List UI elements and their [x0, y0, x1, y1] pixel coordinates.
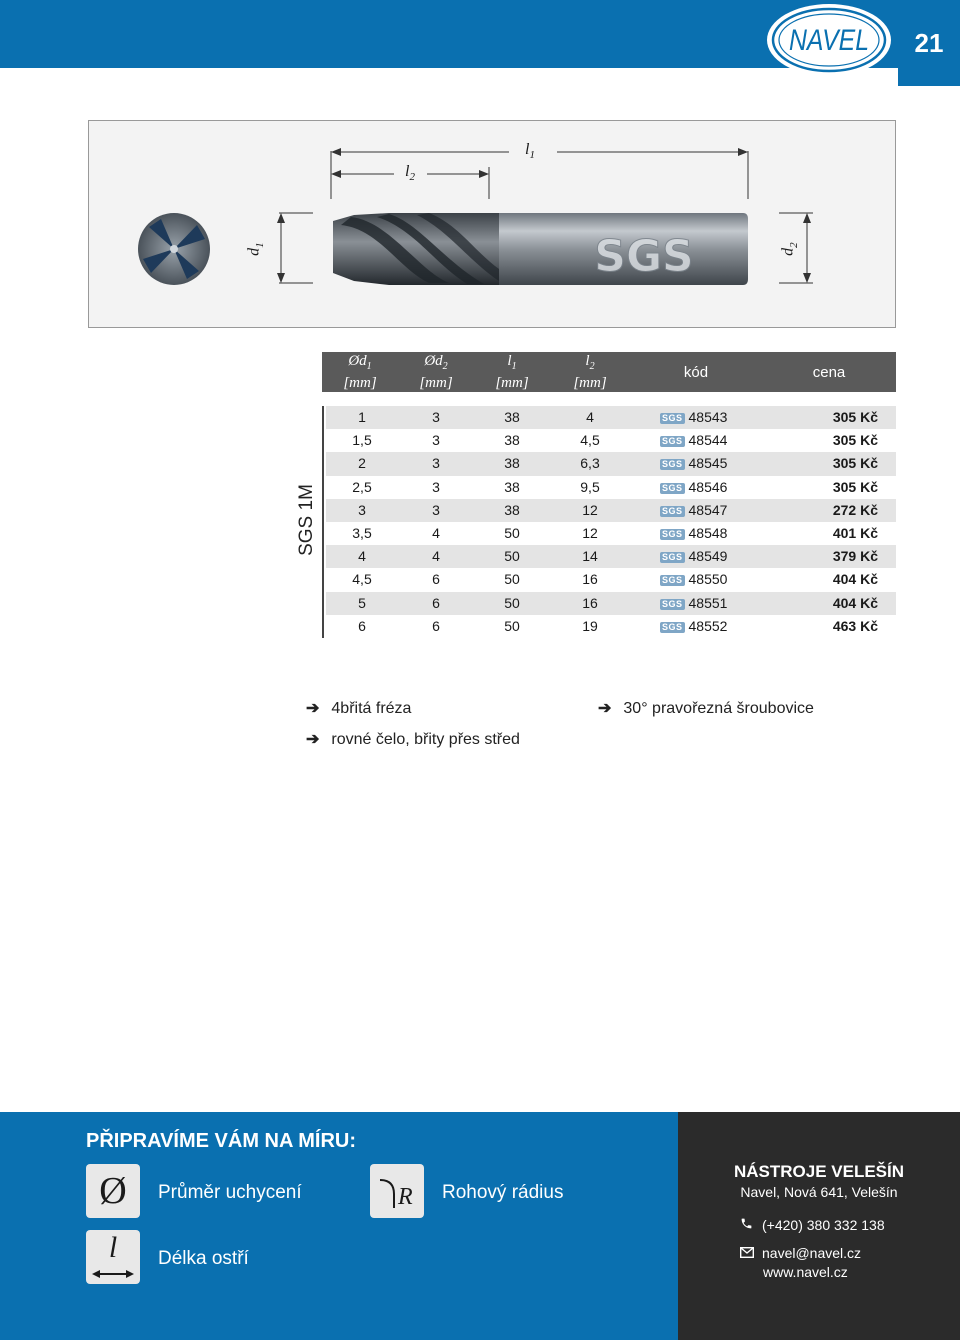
cell-code [630, 568, 762, 591]
cell-d1: 3 [358, 501, 366, 518]
cell-d2: 3 [432, 455, 440, 472]
cell-l2: 12 [582, 524, 598, 541]
cell-price: 379 Kč [832, 548, 878, 565]
cell-l2: 19 [582, 617, 598, 634]
header-code: kód [683, 363, 709, 381]
length-label: Délka ostří [158, 1248, 249, 1269]
company-contact-panel [678, 1112, 960, 1340]
cell-l2: 16 [582, 594, 598, 611]
table-row [326, 429, 896, 452]
header-l1: $l_1$ [mm] [495, 352, 529, 391]
cell-price: 305 Kč [832, 478, 878, 495]
cell-l1: 50 [504, 571, 520, 588]
cell-l1: 50 [504, 524, 520, 541]
cell-price: 305 Kč [832, 409, 878, 425]
cell-price: 305 Kč [832, 432, 878, 449]
sgs-badge-icon: SGS [662, 621, 683, 632]
company-address: Navel, Nová 641, Velešín [740, 1184, 898, 1200]
page-number: 21 [898, 0, 960, 86]
cell-d1: 4,5 [352, 571, 372, 588]
code-number: 48544 [688, 432, 728, 449]
feature-item: ➔ 30° pravořezná šroubovice [598, 700, 814, 717]
custom-heading: PŘIPRAVÍME VÁM NA MÍRU: [86, 1130, 356, 1152]
cell-d2: 3 [432, 432, 440, 449]
cell-d1: 1 [358, 409, 366, 425]
web-link[interactable]: www.navel.cz [763, 1264, 848, 1280]
cell-d2: 4 [432, 524, 440, 541]
d1-label: $d_1$ [245, 242, 266, 256]
cell-code [630, 499, 762, 522]
cell-price: 404 Kč [832, 571, 878, 588]
feature-item: ➔ 4břitá fréza [306, 700, 412, 717]
table-row [326, 452, 896, 475]
sgs-badge-icon: SGS [662, 413, 683, 423]
code-number: 48549 [688, 548, 728, 565]
d2-label: $d_2$ [779, 242, 800, 256]
cell-l1: 38 [504, 478, 520, 495]
custom-options-panel [0, 1112, 678, 1340]
code-number: 48551 [688, 594, 728, 611]
cell-l1: 50 [504, 594, 520, 611]
l2-label: $l_2$ [405, 163, 415, 184]
cell-d1: 1,5 [352, 432, 372, 449]
cell-d2: 6 [432, 594, 440, 611]
sgs-badge-icon: SGS [662, 459, 683, 470]
cell-d2: 3 [432, 478, 440, 495]
phone-icon [740, 1217, 756, 1233]
cell-d2: 6 [432, 617, 440, 634]
diameter-icon: Ø [86, 1164, 140, 1218]
code-number: 48545 [688, 455, 728, 472]
cell-code [630, 615, 762, 638]
navel-logo [764, 0, 894, 80]
phone-line [740, 1217, 885, 1233]
cell-l2: 14 [582, 548, 598, 565]
cell-l1: 38 [504, 455, 520, 472]
sgs-badge-icon: SGS [662, 575, 683, 586]
svg-text:SGS: SGS [594, 231, 694, 282]
code-number: 48546 [688, 478, 728, 495]
cell-l1: 38 [504, 409, 520, 425]
table-header [322, 352, 896, 392]
arrow-right-icon: ➔ [306, 731, 320, 748]
table-row [326, 406, 896, 429]
cell-d2: 3 [432, 409, 440, 425]
cell-l1: 38 [504, 432, 520, 449]
cell-d1: 2 [358, 455, 366, 472]
cell-l2: 6,3 [580, 455, 600, 472]
company-name: NÁSTROJE VELEŠÍN [733, 1162, 905, 1181]
table-row [326, 568, 896, 591]
table-row [326, 476, 896, 499]
mail-icon [740, 1245, 756, 1261]
code-number: 48547 [688, 501, 728, 518]
radius-label: Rohový rádius [442, 1182, 564, 1203]
cell-code [630, 522, 762, 545]
cell-code [630, 406, 762, 429]
header-price: cena [812, 363, 846, 381]
sgs-badge-icon: SGS [662, 552, 683, 563]
cell-l2: 9,5 [580, 478, 600, 495]
cell-l1: 38 [504, 501, 520, 518]
cell-code [630, 476, 762, 499]
arrow-right-icon: ➔ [598, 700, 612, 717]
end-view-icon [138, 213, 210, 285]
code-number: 48543 [688, 409, 728, 425]
table-row [326, 545, 896, 568]
diameter-label: Průměr uchycení [158, 1182, 302, 1203]
header-l2: $l_2$ [mm] [573, 352, 607, 391]
cell-price: 272 Kč [832, 501, 878, 518]
table-row [326, 499, 896, 522]
header-d1: $Ød_1$ [mm] [343, 352, 377, 391]
cell-l2: 16 [582, 571, 598, 588]
web-line [763, 1264, 848, 1280]
cell-l1: 50 [504, 548, 520, 565]
phone-number: (+420) 380 332 138 [762, 1217, 885, 1233]
cell-l2: 4 [586, 409, 594, 425]
header-d2: $Ød_2$ [mm] [419, 352, 453, 391]
cell-l2: 4,5 [580, 432, 600, 449]
end-mill-image [333, 213, 748, 285]
sgs-badge-icon: SGS [662, 482, 683, 493]
cell-code [630, 429, 762, 452]
code-number: 48552 [688, 617, 728, 634]
length-icon: l [86, 1230, 140, 1284]
tool-diagram [88, 120, 896, 328]
cell-d1: 3,5 [352, 524, 372, 541]
series-divider [322, 406, 324, 638]
cell-d1: 4 [358, 548, 366, 565]
logo-text: NAVEL [789, 24, 869, 57]
cell-code [630, 452, 762, 475]
sgs-badge-icon: SGS [662, 598, 683, 609]
email-link[interactable]: navel@navel.cz [762, 1245, 862, 1261]
cell-code [630, 592, 762, 615]
sgs-badge-icon: SGS [662, 528, 683, 539]
arrow-right-icon: ➔ [306, 700, 320, 717]
series-label: SGS 1M [296, 484, 317, 556]
cell-d2: 3 [432, 501, 440, 518]
cell-d2: 4 [432, 548, 440, 565]
cell-l2: 12 [582, 501, 598, 518]
cell-code [630, 545, 762, 568]
table-row [326, 615, 896, 638]
feature-item: ➔ rovné čelo, břity přes střed [306, 731, 520, 748]
code-number: 48548 [688, 524, 728, 541]
code-number: 48550 [688, 571, 728, 588]
corner-radius-icon: R [370, 1164, 424, 1218]
l1-label: $l_1$ [525, 141, 535, 162]
cell-d1: 2,5 [352, 478, 372, 495]
cell-d1: 5 [358, 594, 366, 611]
sgs-badge-icon: SGS [662, 436, 683, 447]
cell-l1: 50 [504, 617, 520, 634]
cell-price: 305 Kč [832, 455, 878, 472]
cell-d2: 6 [432, 571, 440, 588]
cell-d1: 6 [358, 617, 366, 634]
sgs-badge-icon: SGS [662, 505, 683, 516]
cell-price: 463 Kč [832, 617, 878, 634]
cell-price: 401 Kč [832, 524, 878, 541]
email-line [740, 1245, 861, 1261]
product-table [326, 406, 896, 638]
table-row [326, 592, 896, 615]
table-row [326, 522, 896, 545]
cell-price: 404 Kč [832, 594, 878, 611]
